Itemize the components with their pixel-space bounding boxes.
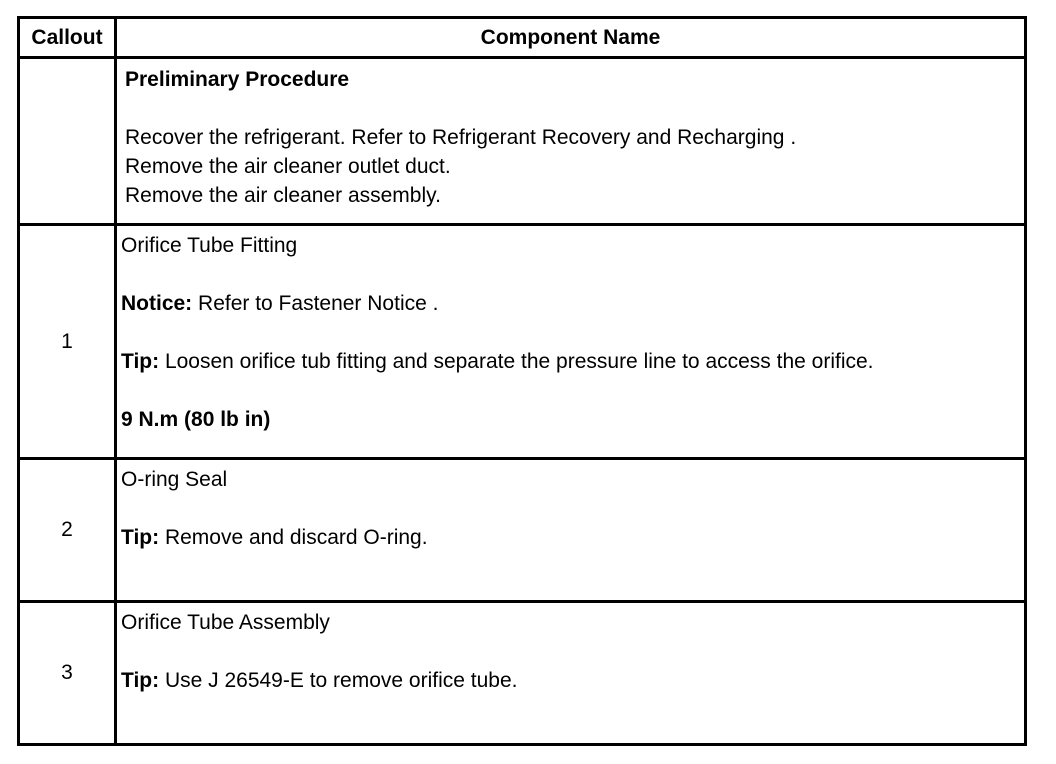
component-cell: [116, 225, 1026, 459]
table-row: [19, 225, 1026, 459]
tip-line: [121, 523, 1024, 552]
tip-text: Remove and discard O-ring.: [159, 526, 428, 549]
component-name: Orifice Tube Assembly: [121, 610, 330, 634]
preliminary-step: Recover the refrigerant. Refer to Refrigerant Recovery and Recharging .: [125, 126, 797, 150]
spacer: [121, 637, 1024, 666]
notice-label: Notice:: [121, 292, 193, 316]
tip-text: Loosen orifice tub fitting and separate the pressure line to access the orifice.: [159, 350, 874, 374]
tip-label: Tip:: [121, 350, 160, 374]
torque-spec: 9 N.m (80 lb in): [121, 408, 271, 432]
procedure-table: [17, 16, 1027, 746]
table-row: [19, 459, 1026, 602]
preliminary-step: Remove the air cleaner outlet duct.: [125, 155, 451, 179]
component-name: O-ring Seal: [121, 468, 228, 491]
tip-line: [121, 347, 1024, 376]
table-row: [19, 601, 1026, 744]
notice-line: [121, 289, 1024, 318]
callout-number: 2: [19, 459, 116, 602]
table-header-row: [19, 18, 1026, 58]
callout-number: 3: [19, 601, 116, 744]
callout-number: 1: [19, 225, 116, 459]
tip-label: Tip:: [121, 668, 160, 692]
spacer: [121, 376, 1024, 405]
preliminary-procedure-title: Preliminary Procedure: [125, 68, 350, 92]
preliminary-procedure-cell: [116, 58, 1026, 225]
component-name: Orifice Tube Fitting: [121, 234, 298, 258]
spacer: [121, 494, 1024, 523]
tip-label: Tip:: [121, 526, 160, 549]
spacer: [121, 318, 1024, 347]
tip-text: Use J 26549-E to remove orifice tube.: [159, 668, 518, 692]
callout-column-header: Callout: [19, 18, 116, 58]
preliminary-procedure-row: [19, 58, 1026, 225]
tip-line: [121, 666, 1024, 695]
component-name-column-header: Component Name: [116, 18, 1026, 58]
spacer: [121, 260, 1024, 289]
preliminary-step: Remove the air cleaner assembly.: [125, 184, 441, 208]
notice-text: Refer to Fastener Notice .: [192, 292, 439, 316]
component-cell: [116, 601, 1026, 744]
preliminary-callout-cell: [19, 58, 116, 225]
component-cell: [116, 459, 1026, 602]
